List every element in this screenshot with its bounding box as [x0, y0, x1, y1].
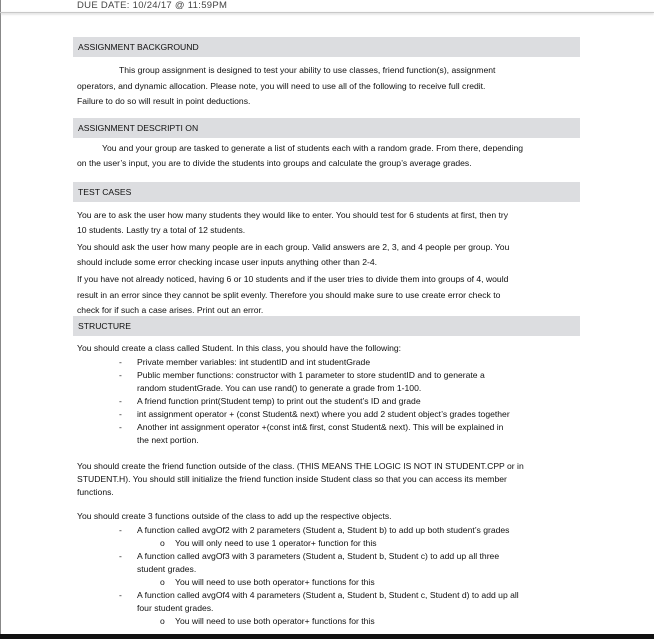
bullet-text: Another int assignment operator +(const int& first, const Student& next). This will be explained in [137, 422, 504, 432]
section-title: TEST CASES [78, 187, 132, 197]
bullet-text: A function called avgOf3 with 3 parameters (Student a, Student b, Student c) to add up all three [137, 551, 500, 561]
paragraph-line: Failure to do so will result in point deductions. [77, 96, 251, 106]
bullet-text: the next portion. [137, 435, 199, 445]
paragraph-line: This group assignment is designed to test your ability to use classes, friend function(s), assignment [119, 65, 496, 75]
bullet-text: A friend function print(Student temp) to print out the student’s ID and grade [137, 396, 421, 406]
section-title: ASSIGNMENT BACKGROUND [78, 42, 199, 52]
paragraph-line: on the user’s input, you are to divide the students into groups and calculate the group’s average grades. [77, 158, 472, 168]
sub-bullet-icon: o [160, 577, 165, 587]
paragraph-line: You are to ask the user how many students they would like to enter. You should test for 6 students at first, then try [77, 210, 509, 220]
bullet-dash: - [119, 551, 122, 561]
bullet-text: A function called avgOf4 with 4 parameters (Student a, Student b, Student c, Student d) to add up all [137, 590, 519, 600]
paragraph-line: You should create the friend function outside of the class. (THIS MEANS THE LOGIC IS NOT IN STUDENT.CPP or in [77, 461, 524, 471]
bullet-text: int assignment operator + (const Student& next) where you add 2 student object’s grades together [137, 409, 510, 419]
paragraph-line: result in an error since they cannot be split evenly. Therefore you should make sure to use create error check to [77, 290, 501, 300]
section-header-description [73, 118, 580, 138]
bullet-dash: - [119, 409, 122, 419]
page-top-edge [0, 12, 654, 13]
paragraph-line: You and your group are tasked to generate a list of students each with a random grade. From there, depending [102, 143, 524, 153]
bullet-text: Public member functions: constructor with 1 parameter to store studentID and to generate a [137, 370, 485, 380]
bullet-text: student grades. [137, 564, 197, 574]
section-header-test-cases [73, 182, 580, 202]
paragraph-line: STUDENT.H). You should still initialize the friend function inside Student class so that you can access its member [77, 474, 507, 484]
bullet-dash: - [119, 422, 122, 432]
bullet-text: four student grades. [137, 603, 214, 613]
paragraph-line: functions. [77, 487, 114, 497]
bullet-text: Private member variables: int studentID and int studentGrade [137, 357, 371, 367]
sub-bullet-text: You will need to use both operator+ functions for this [175, 616, 375, 626]
page-left-edge [0, 0, 1, 639]
section-title: STRUCTURE [78, 321, 131, 331]
paragraph-line: You should create a class called Student. In this class, you should have the following: [77, 343, 402, 353]
bullet-dash: - [119, 396, 122, 406]
paragraph-line: 10 students. Lastly try a total of 12 students. [77, 225, 246, 235]
sub-bullet-text: You will only need to use 1 operator+ function for this [175, 538, 377, 548]
sub-bullet-text: You will need to use both operator+ functions for this [175, 577, 375, 587]
paragraph-line: If you have not already noticed, having 6 or 10 students and if the user tries to divide them into groups of 4, would [77, 274, 509, 284]
section-header-structure [73, 316, 580, 336]
bullet-text: random studentGrade. You can use rand() to generate a grade from 1-100. [137, 383, 422, 393]
paragraph-line: You should create 3 functions outside of the class to add up the respective objects. [77, 511, 392, 521]
section-header-background [73, 37, 580, 57]
bullet-text: A function called avgOf2 with 2 parameters (Student a, Student b) to add up both student’s grades [137, 525, 510, 535]
section-title: ASSIGNMENT DESCRIPTI ON [78, 123, 199, 133]
bullet-dash: - [119, 357, 122, 367]
page-bottom-edge [0, 634, 654, 639]
sub-bullet-icon: o [160, 538, 165, 548]
bullet-dash: - [119, 590, 122, 600]
paragraph-line: check for if such a case arises. Print out an error. [77, 305, 264, 315]
paragraph-line: should include some error checking incase user inputs anything other than 2-4. [77, 257, 378, 267]
bullet-dash: - [119, 370, 122, 380]
paragraph-line: operators, and dynamic allocation. Please note, you will need to use all of the following to receive full credit. [77, 81, 486, 91]
due-date: DUE DATE: 10/24/17 @ 11:59PM [77, 0, 228, 11]
paragraph-line: You should ask the user how many people are in each group. Valid answers are 2, 3, and 4 people per group. You [77, 242, 510, 252]
sub-bullet-icon: o [160, 616, 165, 626]
bullet-dash: - [119, 525, 122, 535]
